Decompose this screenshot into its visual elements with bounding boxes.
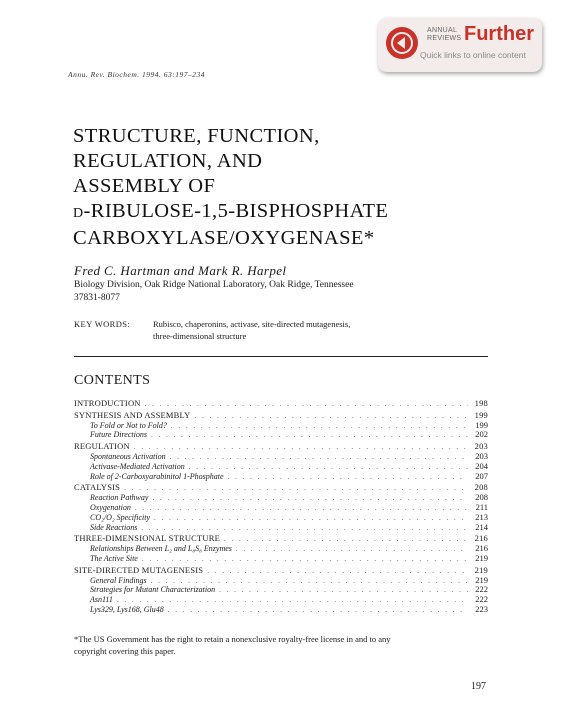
table-of-contents [74,399,488,617]
toc-subentry-label: To Fold or Not to Fold? [90,420,167,430]
play-arrow-icon [386,27,418,59]
toc-subentry-active-site[interactable] [74,554,488,564]
toc-page-number: 216 [475,543,488,554]
annual-reviews-further-banner[interactable] [378,18,542,72]
toc-section-introduction [74,399,488,409]
toc-section-regulation [74,442,488,481]
toc-entry-label: SITE-DIRECTED MUTAGENESIS [74,564,204,575]
toc-subentry-label: General Findings [90,575,147,585]
toc-subentry-label: Relationships Between L₂ and L₈S₈ Enzymes [90,544,232,554]
toc-entry-introduction[interactable] [74,399,488,409]
toc-page-number: 198 [474,398,488,408]
title-line-4 [73,199,388,226]
toc-subentry-label: Oxygenation [90,502,131,512]
title-line-2: REGULATION, AND [73,150,263,172]
toc-entry-site-directed-mutagenesis[interactable] [74,566,488,576]
annual-label: ANNUAL [427,27,458,34]
toc-page-number: 213 [475,511,488,522]
toc-page-number: 214 [475,521,488,532]
footnote [74,633,488,657]
toc-subentry-l2-l8s8-relationships[interactable] [74,544,488,554]
toc-entry-label: INTRODUCTION [74,398,141,408]
title-small-caps-d: D [73,206,84,221]
toc-subentry-label: Asn111 [90,595,113,605]
toc-subentry-side-reactions[interactable] [74,523,488,533]
toc-subentry-to-fold[interactable] [74,421,488,431]
dot-leader [228,473,468,483]
toc-page-number: 208 [474,482,488,493]
toc-page-number: 222 [475,594,488,605]
toc-page-number: 211 [475,501,488,512]
toc-subentry-reaction-pathway[interactable] [74,493,488,503]
journal-citation: Annu. Rev. Biochem. 1994. 63:197–234 [68,70,206,79]
toc-subentry-label: CO₂/O₂ Specificity [90,512,150,522]
dot-leader [168,606,468,616]
affiliation-line-1: Biology Division, Oak Ridge National Laboratory, Oak Ridge, Tennessee [74,280,354,290]
toc-section-catalysis [74,483,488,532]
footnote-line-2: copyright covering this paper. [74,646,176,656]
toc-entry-label: REGULATION [74,441,130,452]
toc-subentry-general-findings[interactable] [74,576,488,586]
toc-subentry-role-of-ca1p[interactable] [74,472,488,482]
toc-page-number: 208 [475,492,488,503]
toc-subentry-lys329-lys168-glu48[interactable] [74,605,488,615]
toc-page-number: 207 [475,470,488,481]
toc-section-mutagenesis [74,566,488,615]
title-line-4-rest: -RIBULOSE-1,5-BISPHOSPHATE [83,200,389,222]
toc-subentry-label: Role of 2-Carboxyarabinitol 1-Phosphate [90,471,224,481]
toc-subentry-label: Strategies for Mutant Characterization [90,585,216,595]
further-brand: Further [464,23,534,45]
author-affiliation [74,279,464,304]
keywords-line-2: three-dimensional structure [153,330,247,341]
toc-subentry-label: Future Directions [90,430,147,440]
title-line-3: ASSEMBLY OF [73,175,216,197]
toc-subentry-mutant-characterization[interactable] [74,585,488,595]
toc-page-number: 199 [474,409,488,420]
toc-page-number: 216 [474,533,488,544]
dot-leader [141,524,468,534]
affiliation-line-2: 37831-8077 [74,292,120,303]
divider-rule [74,356,488,357]
author-names: Fred C. Hartman and Mark R. Harpel [74,263,287,278]
toc-page-number: 219 [475,574,488,585]
dot-leader [145,400,468,410]
title-line-5: CARBOXYLASE/OXYGENASE* [73,227,375,249]
toc-subentry-co2-o2-specificity[interactable] [74,513,488,523]
toc-subentry-oxygenation[interactable] [74,503,488,513]
toc-entry-label: THREE-DIMENSIONAL STRUCTURE [74,533,221,544]
toc-entry-regulation[interactable] [74,442,488,452]
toc-subentry-label: Side Reactions [90,522,138,532]
footnote-line-1: *The US Government has the right to retain a nonexclusive royalty-free license in and to any [74,634,391,644]
toc-subentry-label: Activase-Mediated Activation [90,461,185,471]
toc-subentry-spontaneous-activation[interactable] [74,452,488,462]
dot-leader [151,431,468,441]
toc-section-synthesis [74,411,488,440]
toc-page-number: 219 [475,552,488,563]
toc-subentry-asn111[interactable] [74,595,488,605]
toc-entry-catalysis[interactable] [74,483,488,493]
title-line-1: STRUCTURE, FUNCTION, [73,125,320,147]
banner-subtitle: Quick links to online content [420,50,526,60]
toc-page-number: 203 [475,450,488,461]
article-title [73,124,388,251]
toc-page-number: 223 [475,603,488,614]
toc-subentry-label: Reaction Pathway [90,493,149,503]
page-number: 197 [471,681,486,692]
toc-subentry-activase-activation[interactable] [74,462,488,472]
toc-subentry-label: Spontaneous Activation [90,451,166,461]
dot-leader [142,555,468,565]
toc-page-number: 204 [475,460,488,471]
toc-section-structure [74,534,488,563]
keywords-label: KEY WORDS: [74,319,131,329]
keywords-list [153,319,463,342]
toc-page-number: 199 [475,419,488,430]
toc-page-number: 202 [475,429,488,440]
toc-subentry-label: Lys329, Lys168, Glu48 [90,604,164,614]
toc-page-number: 219 [474,564,488,575]
toc-entry-label: SYNTHESIS AND ASSEMBLY [74,409,191,420]
toc-subentry-future-directions[interactable] [74,430,488,440]
contents-heading: CONTENTS [74,373,151,388]
toc-entry-label: CATALYSIS [74,482,121,493]
toc-subentry-label: The Active Site [90,553,138,563]
toc-page-number: 222 [475,584,488,595]
reviews-label: REVIEWS [427,35,462,42]
toc-entry-three-dimensional-structure[interactable] [74,534,488,544]
toc-page-number: 203 [474,441,488,452]
toc-entry-synthesis[interactable] [74,411,488,421]
keywords-line-1: Rubisco, chaperonins, activase, site-directed mutagenesis, [153,319,351,329]
annual-reviews-wordmark [427,27,461,43]
